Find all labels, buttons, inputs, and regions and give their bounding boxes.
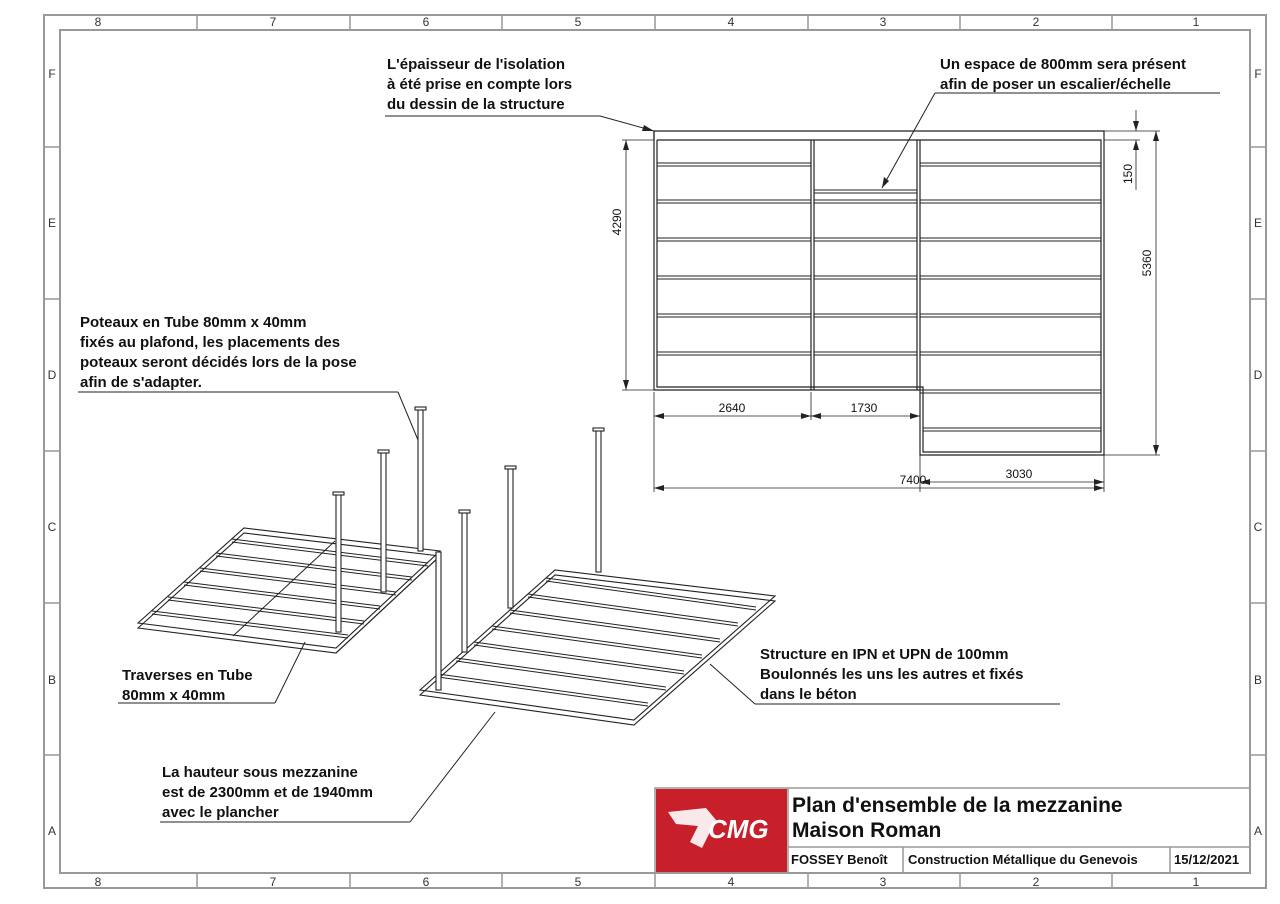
zone-col-label: 8	[94, 15, 102, 29]
zone-col-label: 1	[1192, 15, 1200, 29]
zone-row-label: F	[1254, 67, 1262, 81]
note-height: La hauteur sous mezzanine est de 2300mm et de 1940mm avec le plancher	[162, 764, 373, 821]
drawing-title: Plan d'ensemble de la mezzanine	[792, 794, 1123, 817]
zone-col-label: 3	[879, 15, 887, 29]
zone-labels-bottom	[95, 875, 1200, 889]
dim-height-left: 4290	[610, 208, 624, 236]
leader-lines	[78, 93, 1220, 822]
dimension-arrows	[623, 121, 1159, 491]
left-joists	[657, 163, 811, 355]
zone-col-label: 5	[574, 15, 582, 29]
zone-col-label: 5	[574, 875, 582, 889]
top-view-plan	[622, 110, 1160, 492]
zone-row-label: A	[1253, 824, 1263, 838]
zone-col-label: 3	[879, 875, 887, 889]
zone-col-label: 2	[1032, 15, 1040, 29]
zone-col-label: 6	[422, 15, 430, 29]
logo-text: CMG	[708, 814, 769, 844]
dim-offset-top: 150	[1121, 163, 1135, 185]
zone-row-label: E	[1253, 216, 1263, 230]
note-stair-space: Un espace de 800mm sera présent afin de poser un escalier/échelle	[940, 56, 1186, 93]
zone-row-label: E	[47, 216, 57, 230]
zone-row-label: D	[1253, 368, 1263, 382]
dim-width-total: 7400	[899, 473, 927, 487]
dim-width-c: 3030	[1005, 467, 1033, 481]
zone-col-label: 4	[727, 15, 735, 29]
author-name: FOSSEY Benoît	[791, 852, 888, 867]
middle-joists	[814, 190, 917, 355]
zone-col-label: 6	[422, 875, 430, 889]
zone-row-label: A	[47, 824, 57, 838]
drawing-date: 15/12/2021	[1174, 852, 1240, 867]
zone-labels-left	[48, 67, 57, 838]
dim-width-a: 2640	[718, 401, 746, 415]
zone-col-label: 1	[1192, 875, 1200, 889]
leader-arrows	[642, 125, 889, 188]
zone-row-label: C	[1253, 520, 1263, 534]
zone-col-label: 7	[269, 15, 277, 29]
note-posts: Poteaux en Tube 80mm x 40mm fixés au plafond, les placements des poteaux seront décidés lors de la pose afin de s'adapter.	[80, 314, 357, 391]
zone-labels-top	[95, 15, 1200, 29]
right-joists	[920, 163, 1101, 431]
dim-height-right: 5360	[1140, 249, 1154, 277]
zone-row-label: F	[48, 67, 56, 81]
note-insulation: L'épaisseur de l'isolation à été prise en compte lors du dessin de la structure	[387, 56, 573, 113]
zone-col-label: 2	[1032, 875, 1040, 889]
dimension-lines	[622, 110, 1160, 492]
zone-row-label: B	[1253, 673, 1263, 687]
zone-row-label: D	[47, 368, 57, 382]
zone-col-label: 8	[94, 875, 102, 889]
zone-row-label: B	[47, 673, 57, 687]
company-name: Construction Métallique du Genevois	[908, 852, 1138, 867]
note-cross-members: Traverses en Tube 80mm x 40mm	[122, 667, 253, 704]
note-structure: Structure en IPN et UPN de 100mm Boulonnés les uns les autres et fixés dans le béton	[760, 646, 1024, 703]
zone-row-label: C	[47, 520, 57, 534]
zone-labels-right	[1254, 67, 1263, 838]
drawing-subtitle: Maison Roman	[792, 819, 942, 842]
zone-col-label: 4	[727, 875, 735, 889]
zone-col-label: 7	[269, 875, 277, 889]
dim-width-b: 1730	[850, 401, 878, 415]
